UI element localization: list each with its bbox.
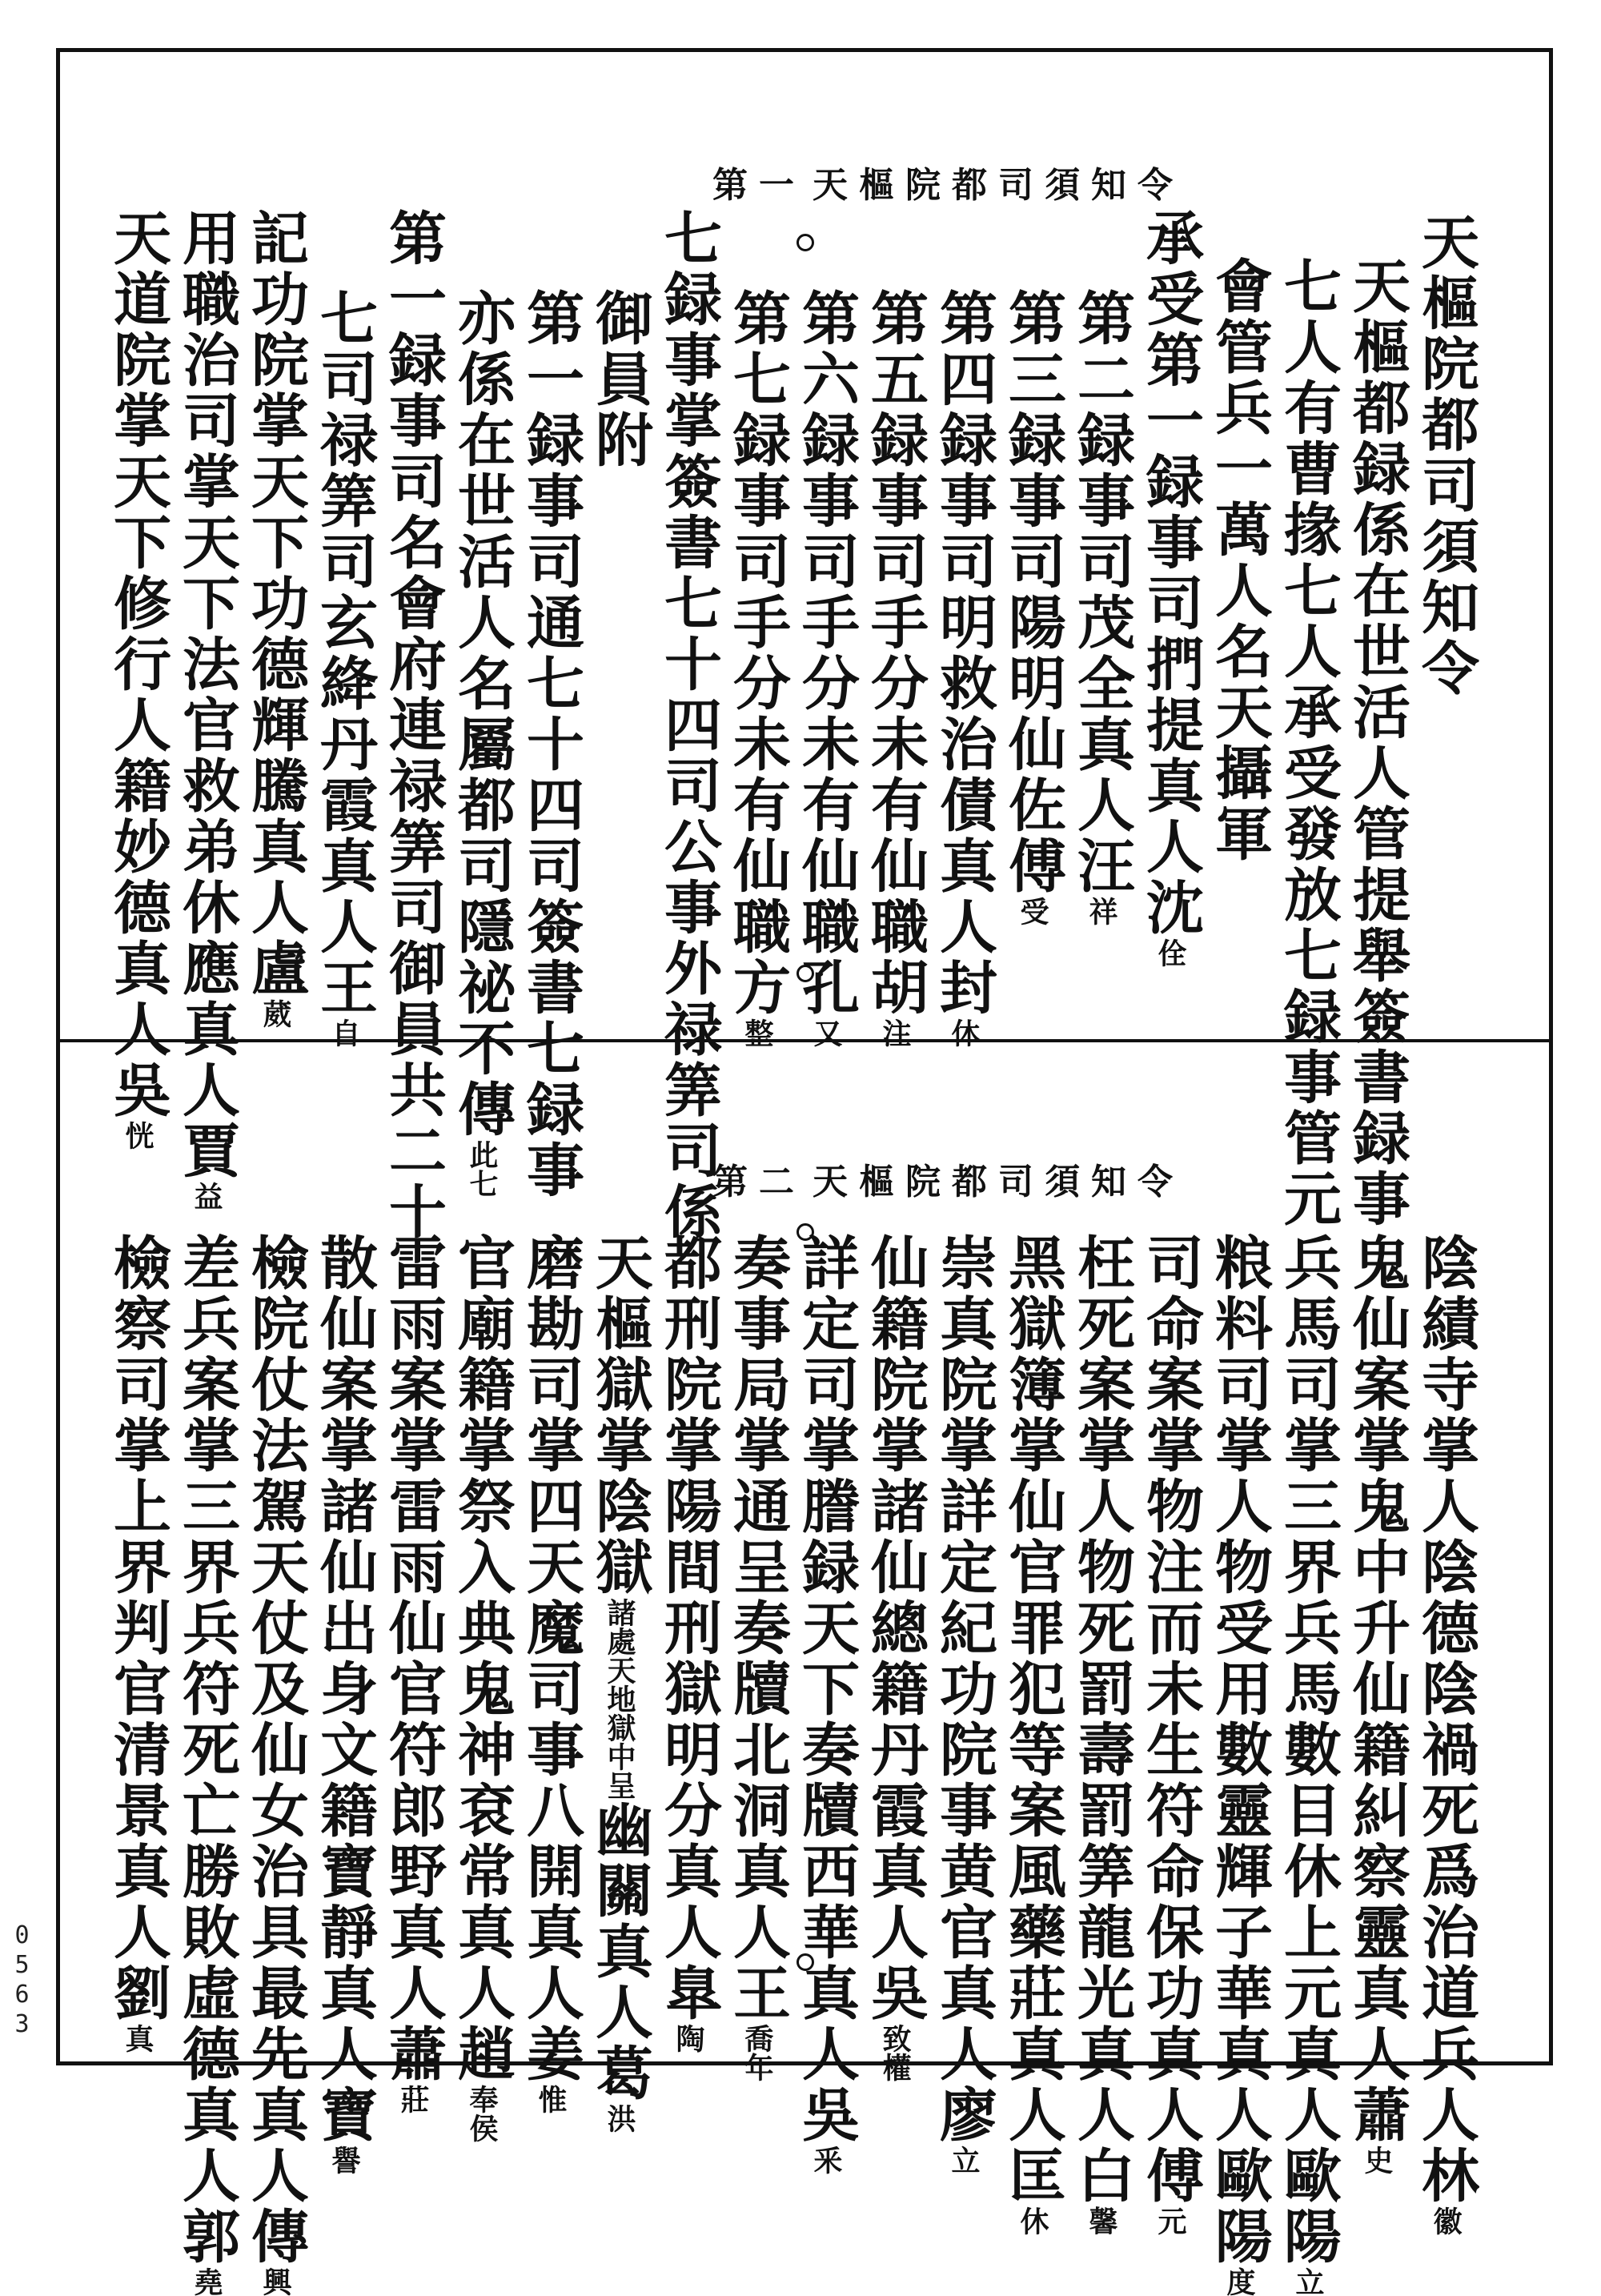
text-column: [1068, 1233, 1136, 2235]
interlinear-note: 佺: [1154, 938, 1187, 967]
text-column: [586, 1233, 654, 2133]
interlinear-note: 休: [1016, 2206, 1049, 2235]
interlinear-note: 立: [947, 2145, 981, 2174]
column-text: 粮料司掌人物受用數靈輝子華真人歐陽: [1206, 1233, 1274, 2267]
interlinear-note: 度: [1222, 2267, 1256, 2296]
interlinear-note: 整: [740, 1018, 774, 1047]
column-text: 檢院仗法駕天仗及仙女治具最先真人傳: [242, 1233, 310, 2267]
interlinear-note: 休: [947, 1018, 981, 1047]
text-column: [655, 208, 723, 1242]
text-column: [861, 288, 929, 1047]
interlinear-note: 自: [327, 1018, 361, 1047]
text-column: [104, 1233, 172, 2053]
interlinear-note: 釆: [809, 2145, 843, 2174]
column-text: 第五録事司手分未有仙職胡: [861, 288, 929, 1018]
interlinear-note: 受: [1016, 897, 1049, 925]
column-text: 會管兵一萬人名天攝軍: [1206, 256, 1274, 865]
column-text: 御員附: [586, 288, 654, 471]
text-column: [930, 1233, 998, 2174]
column-text: 天道院掌天下修行人籍妙德真人吳: [104, 208, 172, 1121]
column-text: 詳定司掌謄録天下奏牘西華真人吳: [792, 1233, 861, 2145]
text-column: [724, 1233, 792, 2081]
text-column: [1412, 212, 1480, 699]
interlinear-note: 祥: [1085, 897, 1118, 925]
text-column: [242, 208, 310, 1028]
column-text: 檢察司掌上界判官清景真人劉: [104, 1233, 172, 2024]
column-text: 七録事掌簽書七十四司公事外禄筭司係: [655, 208, 723, 1242]
interlinear-note: 真: [121, 2024, 154, 2053]
interlinear-note: 奉侯: [465, 2085, 499, 2142]
column-text: 第二録事司茂全真人汪: [1068, 288, 1136, 897]
text-column: [517, 288, 585, 1201]
column-text: 第四録事司明救治債真人封: [930, 288, 998, 1018]
column-text: 都刑院掌陽間刑獄明分真人臯: [655, 1233, 723, 2024]
text-column: [517, 1233, 585, 2113]
text-column: [311, 288, 379, 1047]
interlinear-note: 堯: [190, 2267, 223, 2296]
interlinear-note: 葳: [259, 999, 292, 1028]
interlinear-note: 恍: [121, 1121, 154, 1150]
bottom-running-header: [813, 1153, 1184, 1204]
interlinear-note: 益: [190, 1182, 223, 1210]
page-number: 0563: [8, 1921, 36, 2040]
column-text: 官廟籍掌祭入典鬼神袞常真人趙: [448, 1233, 516, 2085]
text-column: [999, 288, 1067, 925]
column-text: 陰績寺掌人陰德陰禍死爲治道兵人林: [1412, 1233, 1480, 2206]
interlinear-note: 注: [878, 1018, 912, 1047]
top-header-page: 第一: [712, 165, 805, 206]
text-column: [1137, 1233, 1205, 2235]
text-column: [1274, 1233, 1342, 2296]
ring-mark: [796, 234, 814, 251]
interlinear-note: 譽: [327, 2145, 361, 2174]
bottom-running-page: [712, 1153, 805, 1204]
interlinear-note: 立: [1291, 2267, 1325, 2296]
text-column: [792, 288, 861, 1047]
column-text: 天樞獄掌陰獄: [586, 1233, 654, 1598]
text-column: [930, 288, 998, 1047]
text-column: [379, 208, 447, 1242]
text-column: [1068, 288, 1136, 925]
text-column: [1206, 256, 1274, 865]
interlinear-note: 惟: [534, 2085, 568, 2113]
column-text: 司命案掌物注而未生符命保功真人傅: [1137, 1233, 1205, 2206]
column-text: 第七録事司手分未有仙職方: [724, 288, 792, 1018]
text-column: [1343, 1233, 1411, 2174]
text-column: [379, 1233, 447, 2113]
text-column: [173, 1233, 241, 2296]
text-column: [173, 208, 241, 1210]
column-text: 第一録事司名會府連禄筭司御員共二十: [379, 208, 447, 1242]
text-column: [655, 1233, 723, 2053]
text-column: [1206, 1233, 1274, 2296]
text-column: [1343, 256, 1411, 1230]
text-column: [999, 1233, 1067, 2235]
interlinear-note: 致權: [878, 2024, 912, 2081]
bottom-header-page: 第二: [712, 1162, 805, 1202]
text-column: [448, 288, 516, 1198]
text-column: [1412, 1233, 1480, 2235]
column-text: 差兵案掌三界兵符死亡勝敗虛德真人郭: [173, 1233, 241, 2267]
column-text: 散仙案掌諸仙出身文籍寶靜真人寶: [311, 1233, 379, 2145]
text-column: [1274, 256, 1342, 1230]
column-text: 用職治司掌天下法官救弟休應真人賈: [173, 208, 241, 1182]
interlinear-note: 徽: [1429, 2206, 1463, 2235]
interlinear-note: 此七: [465, 1140, 499, 1198]
column-text: 磨勘司掌四天魔司事八開真人姜: [517, 1233, 585, 2085]
column-text: 崇真院掌詳定紀功院事黄官真人廖: [930, 1233, 998, 2145]
column-text: 幽關真人葛: [586, 1800, 654, 2104]
text-column: [1137, 208, 1205, 967]
column-text: 七人有曹掾七人承受發放七録事管元: [1274, 256, 1342, 1230]
column-text: 兵馬司掌三界兵馬數目休上元真人歐陽: [1274, 1233, 1342, 2267]
column-text: 鬼仙案掌鬼中升仙籍糾察靈真人蕭: [1343, 1233, 1411, 2145]
interlinear-note: 興: [259, 2267, 292, 2296]
column-text: 枉死案掌人物死罰壽罰筭龍光真人白: [1068, 1233, 1136, 2206]
column-text: 黑獄簿掌仙官罪犯等案風藥莊真人匡: [999, 1233, 1067, 2206]
column-text: 亦係在世活人名屬都司隱祕不傳: [448, 288, 516, 1140]
interlinear-note: 莊: [396, 2085, 430, 2113]
text-column: [311, 1233, 379, 2174]
column-text: 雷雨案掌雷雨仙官符郎野真人蕭: [379, 1233, 447, 2085]
interlinear-note: 史: [1360, 2145, 1394, 2174]
column-text: 記功院掌天下功德輝騰真人盧: [242, 208, 310, 999]
column-text: 第三録事司陽明仙佐傅: [999, 288, 1067, 897]
text-column: [448, 1233, 516, 2142]
top-header-title: 天樞院都司須知令: [813, 165, 1184, 206]
column-text: 七司禄筭司玄絳丹霞真人王: [311, 288, 379, 1018]
interlinear-note: 陶: [672, 2024, 705, 2053]
text-column: [861, 1233, 929, 2081]
interlinear-note: 又: [809, 1018, 843, 1047]
text-column: [104, 208, 172, 1150]
column-text: 第六録事司手分未有仙職孔: [792, 288, 861, 1018]
interlinear-note: 諸處天地獄中呈: [603, 1598, 636, 1800]
column-text: 第一録事司通七十四司簽書七録事: [517, 288, 585, 1201]
column-text: 承受第一録事司捫提真人沈: [1137, 208, 1205, 938]
interlinear-note: 喬年: [740, 2024, 774, 2081]
column-text: 天樞院都司須知令: [1412, 212, 1480, 699]
bottom-header-title: 天樞院都司須知令: [813, 1162, 1184, 1202]
interlinear-note: 元: [1154, 2206, 1187, 2235]
text-column: [242, 1233, 310, 2296]
column-text: 奏事局掌通呈奏牘北洞真人王: [724, 1233, 792, 2024]
top-running-page: [712, 156, 805, 207]
column-text: 天樞都録係在世活人管提舉簽書録事: [1343, 256, 1411, 1230]
top-running-header: [813, 156, 1184, 207]
column-text: 仙籍院掌諸仙總籍丹霞真人吳: [861, 1233, 929, 2024]
interlinear-note: 洪: [603, 2104, 636, 2133]
interlinear-note: 馨: [1085, 2206, 1118, 2235]
text-column: [586, 288, 654, 471]
text-column: [724, 288, 792, 1047]
text-column: [792, 1233, 861, 2174]
